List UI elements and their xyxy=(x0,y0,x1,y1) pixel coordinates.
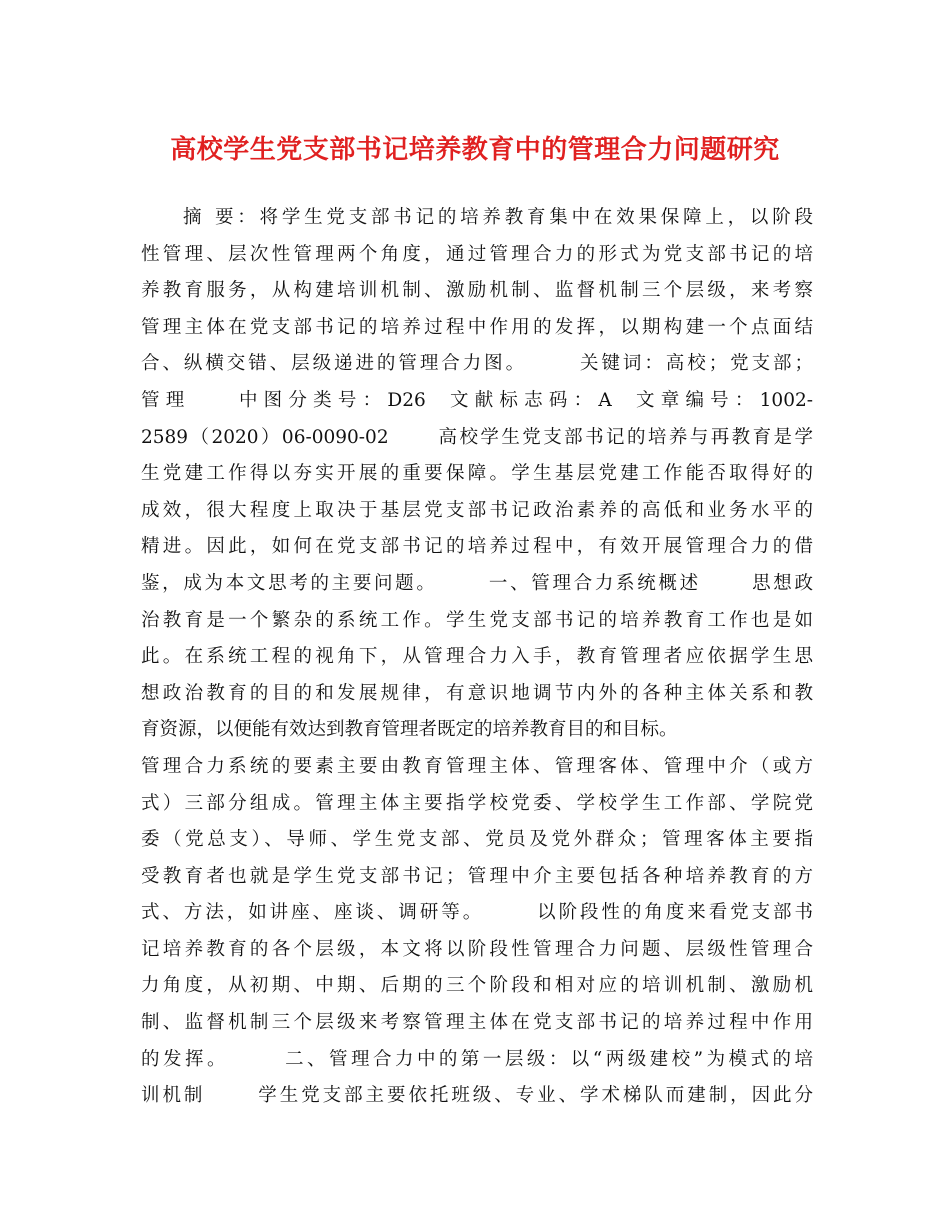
body-line: 委（党总支）、导师、学生党支部、党员及党外群众；管理客体主要指 xyxy=(141,829,813,851)
body-line: 生党建工作得以夯实开展的重要保障。学生基层党建工作能否取得好的 xyxy=(141,463,813,485)
body-line: 此。在系统工程的视角下，从管理合力入手，教育管理者应依据学生思 xyxy=(141,646,813,668)
body-line: 想政治教育的目的和发展规律，有意识地调节内外的各种主体关系和教 xyxy=(141,682,813,704)
body-line: 合、纵横交错、层级递进的管理合力图。 关键词：高校；党支部； xyxy=(141,353,813,375)
body-line: 精进。因此，如何在党支部书记的培养过程中，有效开展管理合力的借 xyxy=(141,536,813,558)
body-line: 成效，很大程度上取决于基层党支部书记政治素养的高低和业务水平的 xyxy=(141,499,813,521)
body-line: 式、方法，如讲座、座谈、调研等。 以阶段性的角度来看党支部书 xyxy=(141,902,813,924)
body-line: 训机制 学生党支部主要依托班级、专业、学术梯队而建制，因此分 xyxy=(141,1085,813,1107)
body-line: 制、监督机制三个层级来考察管理主体在党支部书记的培养过程中作用 xyxy=(141,1012,813,1034)
body-line: 式）三部分组成。管理主体主要指学校党委、学校学生工作部、学院党 xyxy=(141,792,813,814)
document-title: 高校学生党支部书记培养教育中的管理合力问题研究 xyxy=(170,135,780,165)
body-line: 育资源，以便能有效达到教育管理者既定的培养教育目的和目标。 xyxy=(141,719,678,741)
body-line: 养教育服务，从构建培训机制、激励机制、监督机制三个层级，来考察 xyxy=(141,280,813,302)
body-line: 性管理、层次性管理两个角度，通过管理合力的形式为党支部书记的培 xyxy=(141,243,813,265)
body-line: 受教育者也就是学生党支部书记；管理中介主要包括各种培养教育的方 xyxy=(141,865,813,887)
body-line: 的发挥。 二、管理合力中的第一层级：以“两级建校”为模式的培 xyxy=(141,1048,813,1070)
body-line: 力角度，从初期、中期、后期的三个阶段和相对应的培训机制、激励机 xyxy=(141,975,813,997)
body-line: 记培养教育的各个层级，本文将以阶段性管理合力问题、层级性管理合 xyxy=(141,938,813,960)
body-line: 管理合力系统的要素主要由教育管理主体、管理客体、管理中介（或方 xyxy=(141,755,813,777)
body-line: 摘 要：将学生党支部书记的培养教育集中在效果保障上，以阶段 xyxy=(183,207,813,228)
document-body xyxy=(141,200,813,1115)
body-line: 治教育是一个繁杂的系统工作。学生党支部书记的培养教育工作也是如 xyxy=(141,609,813,631)
body-line: 鉴，成为本文思考的主要问题。 一、管理合力系统概述 思想政 xyxy=(141,572,813,594)
body-line: 管理 中图分类号：D26 文献标志码：A 文章编号：1002- xyxy=(141,389,813,411)
body-line: 2589（2020）06-0090-02 高校学生党支部书记的培养与再教育是学 xyxy=(141,426,813,448)
body-line: 管理主体在党支部书记的培养过程中作用的发挥，以期构建一个点面结 xyxy=(141,316,813,338)
